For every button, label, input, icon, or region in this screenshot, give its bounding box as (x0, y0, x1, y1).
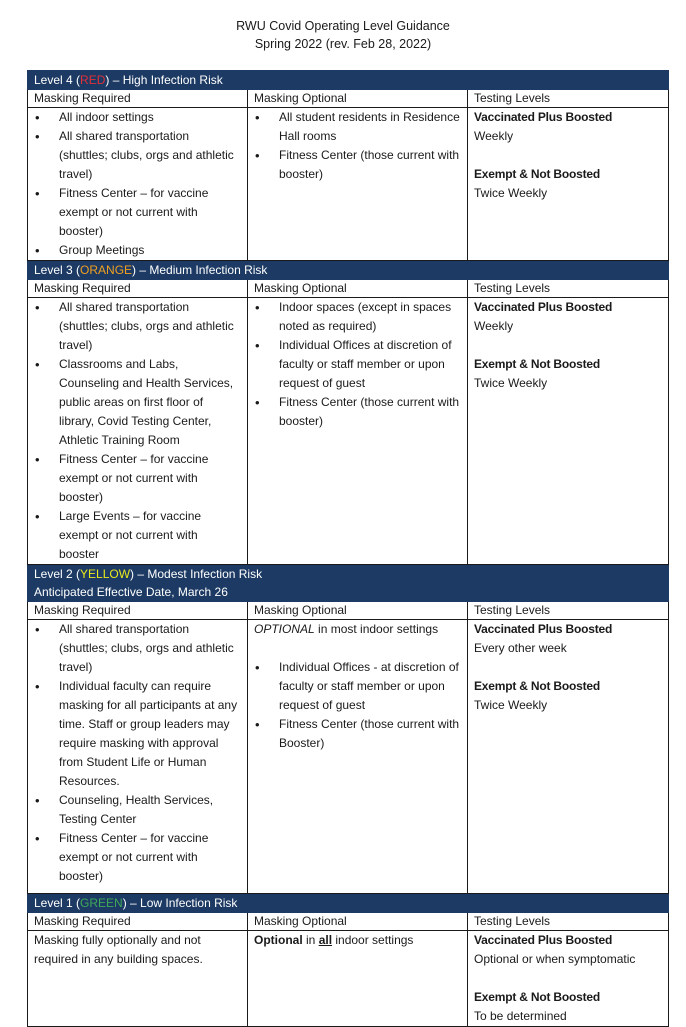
level-color-word: GREEN (80, 896, 123, 910)
testing-vaccinated-value: Every other week (474, 641, 567, 655)
testing-vaccinated-label: Vaccinated Plus Boosted (474, 933, 613, 947)
level-1-row (28, 931, 669, 1027)
list-item: • All student residents in Residence Hall rooms (254, 108, 461, 146)
testing-exempt-label: Exempt & Not Boosted (474, 167, 601, 181)
list-item: • Individual Offices at discretion of faculty or staff member or upon request of guest (254, 336, 461, 393)
level-2-optional (248, 620, 468, 894)
testing-exempt-value: To be determined (474, 1009, 567, 1023)
level-risk: ) – High Infection Risk (105, 73, 223, 87)
optional-word: Optional (254, 933, 303, 947)
col-masking-optional: Masking Optional (248, 280, 468, 298)
col-masking-optional: Masking Optional (248, 90, 468, 108)
optional-intro (254, 620, 461, 639)
level-color-word: RED (80, 73, 106, 87)
testing-exempt-value: Twice Weekly (474, 698, 548, 712)
testing-exempt-value: Twice Weekly (474, 376, 548, 390)
level-1-testing (468, 931, 669, 1027)
optional-in: in (302, 933, 319, 947)
level-4-required (28, 108, 248, 261)
list-item: • All shared transportation (shuttles; clubs, orgs and athletic travel) (34, 298, 241, 355)
col-masking-optional: Masking Optional (248, 602, 468, 620)
list-item: • Individual Offices - at discretion of faculty or staff member or upon request of guest (254, 658, 461, 715)
list-item: • Group Meetings (34, 241, 241, 260)
list-item: • Indoor spaces (except in spaces noted as required) (254, 298, 461, 336)
level-2-testing (468, 620, 669, 894)
list-item: • All shared transportation (shuttles; clubs, orgs and athletic travel) (34, 620, 241, 677)
list-item: • Fitness Center (those current with booster) (254, 393, 461, 431)
list-item: • All shared transportation (shuttles; clubs, orgs and athletic travel) (34, 127, 241, 184)
level-risk: ) – Low Infection Risk (122, 896, 238, 910)
list-item: • Counseling, Health Services, Testing Center (34, 791, 241, 829)
list-item: • Individual faculty can require masking for all participants at any time. Staff or group leaders may require masking with approval from Student Life or Human Resources. (34, 677, 241, 791)
level-risk: ) – Medium Infection Risk (132, 263, 268, 277)
column-headers (28, 90, 669, 108)
testing-exempt-label: Exempt & Not Boosted (474, 990, 601, 1004)
col-testing-levels: Testing Levels (468, 602, 669, 620)
col-masking-required: Masking Required (28, 602, 248, 620)
level-4-title (28, 71, 669, 90)
col-masking-required: Masking Required (28, 280, 248, 298)
subtitle-revision: (rev. Feb 28, 2022) (325, 37, 432, 51)
level-2-required (28, 620, 248, 894)
level-2-header (28, 565, 669, 602)
column-headers (28, 602, 669, 620)
optional-all: all (318, 933, 333, 947)
col-testing-levels: Testing Levels (468, 280, 669, 298)
list-item: • Fitness Center (those current with Booster) (254, 715, 461, 753)
testing-vaccinated-label: Vaccinated Plus Boosted (474, 622, 613, 636)
testing-exempt-value: Twice Weekly (474, 186, 548, 200)
level-2-row (28, 620, 669, 894)
level-4-header (28, 71, 669, 90)
subtitle-term: Spring 2022 (254, 37, 323, 51)
testing-vaccinated-label: Vaccinated Plus Boosted (474, 110, 613, 124)
col-masking-optional: Masking Optional (248, 913, 468, 931)
title-line: RWU Covid Operating Level Guidance (236, 19, 450, 33)
column-headers (28, 913, 669, 931)
level-4-optional (248, 108, 468, 261)
list-item: • Fitness Center – for vaccine exempt or not current with booster) (34, 450, 241, 507)
level-3-optional (248, 298, 468, 565)
level-color-word: YELLOW (80, 567, 131, 581)
testing-exempt-label: Exempt & Not Boosted (474, 357, 601, 371)
level-3-testing (468, 298, 669, 565)
testing-vaccinated-value: Optional or when symptomatic (474, 952, 636, 966)
level-2-title (28, 565, 669, 602)
testing-vaccinated-value: Weekly (474, 129, 514, 143)
list-item: • All indoor settings (34, 108, 241, 127)
column-headers (28, 280, 669, 298)
level-4-row (28, 108, 669, 261)
level-4-testing (468, 108, 669, 261)
level-color-word: ORANGE (80, 263, 133, 277)
level-label: Level 2 ( (34, 567, 81, 581)
level-label: Level 1 ( (34, 896, 81, 910)
level-label: Level 4 ( (34, 73, 81, 87)
col-masking-required: Masking Required (28, 90, 248, 108)
col-testing-levels: Testing Levels (468, 90, 669, 108)
level-3-title (28, 261, 669, 280)
optional-intro-text: in most indoor settings (314, 622, 439, 636)
optional-intro-emphasis: OPTIONAL (254, 622, 315, 636)
list-item: • Large Events – for vaccine exempt or not current with booster (34, 507, 241, 564)
list-item: • Fitness Center – for vaccine exempt or not current with booster) (34, 184, 241, 241)
level-3-row (28, 298, 669, 565)
level-1-required: Masking fully optionally and not required in any building spaces. (28, 931, 248, 1027)
subtitle-line (0, 35, 686, 53)
testing-exempt-label: Exempt & Not Boosted (474, 679, 601, 693)
level-1-title (28, 894, 669, 913)
level-risk: ) – Modest Infection Risk (130, 567, 263, 581)
list-item: • Fitness Center (those current with booster) (254, 146, 461, 184)
col-masking-required: Masking Required (28, 913, 248, 931)
level-2-effective-date: Anticipated Effective Date, March 26 (34, 585, 228, 599)
list-item: • Fitness Center – for vaccine exempt or not current with booster) (34, 829, 241, 886)
document-title (0, 17, 686, 53)
list-item: • Classrooms and Labs, Counseling and Health Services, public areas on first floor of library, Covid Testing Center, Athletic Training Room (34, 355, 241, 450)
level-3-required (28, 298, 248, 565)
optional-settings: indoor settings (332, 933, 414, 947)
guidance-table (27, 70, 669, 1027)
col-testing-levels: Testing Levels (468, 913, 669, 931)
level-1-optional (248, 931, 468, 1027)
level-label: Level 3 ( (34, 263, 81, 277)
testing-vaccinated-value: Weekly (474, 319, 514, 333)
testing-vaccinated-label: Vaccinated Plus Boosted (474, 300, 613, 314)
level-3-header (28, 261, 669, 280)
level-1-header (28, 894, 669, 913)
